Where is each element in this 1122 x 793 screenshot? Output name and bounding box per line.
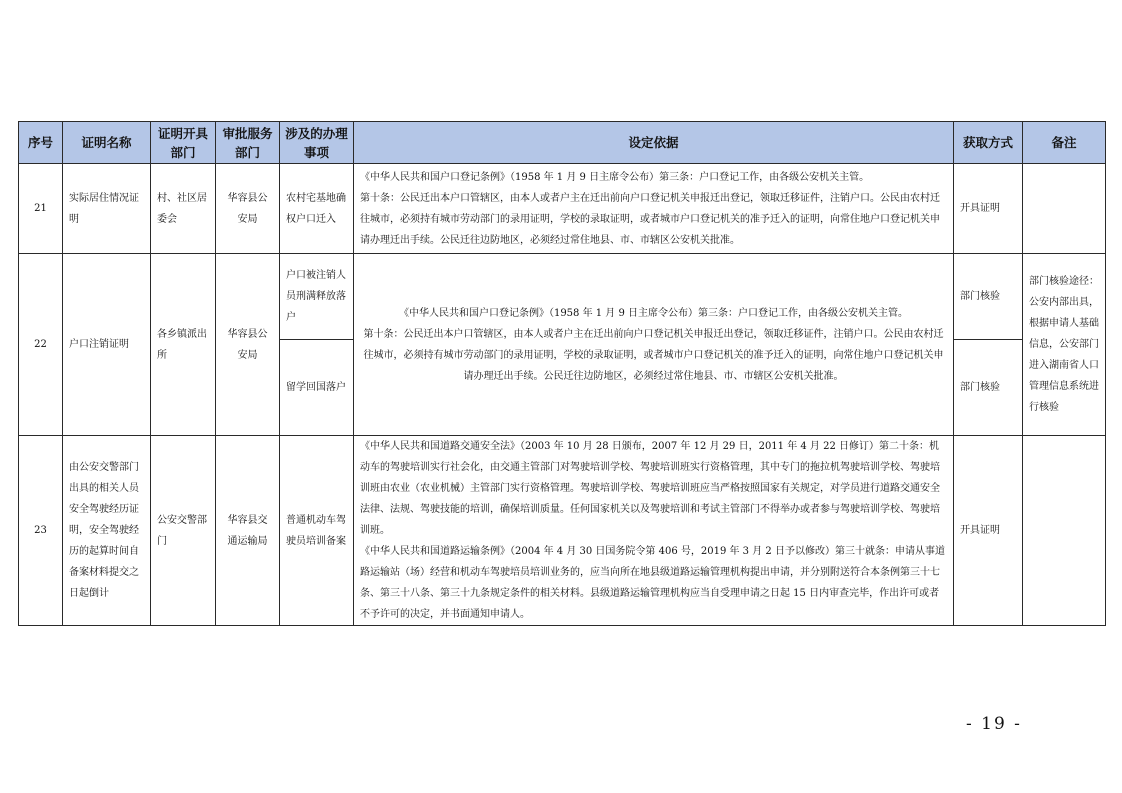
certificate-table (18, 121, 1106, 626)
basis-paragraph: 《中华人民共和国道路运输条例》（2004 年 4 月 30 日国务院令第 406 号，2019 年 3 月 2 日予以修改）第三十就条：申请从事道路运输站（场）经营和机动车驾驶培员培训业务的，应当向所在地县级道路运输管理机构提出申请，并分别附送符合本条例第三十七条、第三十八条、第三十九条规定条件的相关材料。县级道路运输管理机构应当自受理申请之日起 15 日内审查完毕，作出许可或者不予许可的决定，并书面通知申请人。 (360, 546, 945, 620)
row-no: 21 (19, 164, 63, 254)
row-approver: 华容县交通运输局 (216, 436, 280, 626)
row-item: 户口被注销人员刑满释放落户 (280, 254, 354, 340)
header-remark: 备注 (1023, 122, 1106, 164)
row-name: 户口注销证明 (63, 254, 151, 436)
row-approver: 华容县公安局 (216, 254, 280, 436)
row-basis (354, 254, 954, 436)
basis-paragraph: 《中华人民共和国户口登记条例》（1958 年 1 月 9 日主席令公布）第三条：户口登记工作，由各级公安机关主管。 (398, 307, 909, 319)
row-method: 部门核验 (954, 340, 1023, 436)
row-issuer: 公安交警部门 (151, 436, 216, 626)
row-method: 开具证明 (954, 436, 1023, 626)
header-issuer: 证明开具部门 (151, 122, 216, 164)
row-method: 部门核验 (954, 254, 1023, 340)
row-no: 22 (19, 254, 63, 436)
header-row (19, 122, 1106, 164)
table-row (19, 254, 1106, 340)
row-basis (354, 436, 954, 626)
row-item: 普通机动车驾驶员培训备案 (280, 436, 354, 626)
header-name: 证明名称 (63, 122, 151, 164)
row-remark (1023, 436, 1106, 626)
table-row (19, 164, 1106, 254)
row-no: 23 (19, 436, 63, 626)
row-item: 农村宅基地确权户口迁入 (280, 164, 354, 254)
row-issuer: 各乡镇派出所 (151, 254, 216, 436)
header-approver: 审批服务部门 (216, 122, 280, 164)
table-row (19, 436, 1106, 626)
basis-paragraph: 第十条：公民迁出本户口管辖区，由本人或者户主在迁出前向户口登记机关申报迁出登记，领取迁移证件，注销户口。公民由农村迁往城市，必须持有城市劳动部门的录用证明，学校的录取证明，或者城市户口登记机关的准予迁入的证明，向常住地户口登记机关申请办理迁出手续。公民迁往边防地区，必须经过常住地县、市、市辖区公安机关批准。 (360, 192, 940, 246)
page-number: - 19 - (966, 714, 1022, 734)
basis-paragraph: 《中华人民共和国户口登记条例》（1958 年 1 月 9 日主席令公布）第三条：户口登记工作，由各级公安机关主管。 (360, 171, 870, 183)
basis-paragraph: 第十条：公民迁出本户口管辖区，由本人或者户主在迁出前向户口登记机关申报迁出登记，领取迁移证件，注销户口。公民由农村迁往城市，必须持有城市劳动部门的录用证明，学校的录取证明，或者城市户口登记机关的准予迁入的证明，向常住地户口登记机关申请办理迁出手续。公民迁往边防地区，必须经过常住地县、市、市辖区公安机关批准。 (363, 328, 944, 382)
header-no: 序号 (19, 122, 63, 164)
row-issuer: 村、社区居委会 (151, 164, 216, 254)
header-item: 涉及的办理事项 (280, 122, 354, 164)
row-name: 由公安交警部门出具的相关人员安全驾驶经历证明，安全驾驶经历的起算时间自备案材料提交之日起倒计 (63, 436, 151, 626)
basis-paragraph: 《中华人民共和国道路交通安全法》（2003 年 10 月 28 日颁布，2007 年 12 月 29 日，2011 年 4 月 22 日修订）第二十条：机动车的驾驶培训实行社会化，由交通主管部门对驾驶培训学校、驾驶培训班实行资格管理，其中专门的拖拉机驾驶培训学校、驾驶培训班由农业（农业机械）主管部门实行资格管理。驾驶培训学校、驾驶培训班应当严格按照国家有关规定，对学员进行道路交通安全法律、法规、驾驶技能的培训，确保培训质量。任何国家机关以及驾驶培训和考试主管部门不得举办或者参与驾驶培训学校、驾驶培训班。 (360, 441, 940, 536)
header-basis: 设定依据 (354, 122, 954, 164)
row-remark (1023, 164, 1106, 254)
row-basis (354, 164, 954, 254)
row-item: 留学回国落户 (280, 340, 354, 436)
row-name: 实际居住情况证明 (63, 164, 151, 254)
row-remark: 部门核验途径：公安内部出具，根据申请人基础信息，公安部门进入湖南省人口管理信息系统进行核验 (1023, 254, 1106, 436)
header-method: 获取方式 (954, 122, 1023, 164)
row-approver: 华容县公安局 (216, 164, 280, 254)
row-method: 开具证明 (954, 164, 1023, 254)
